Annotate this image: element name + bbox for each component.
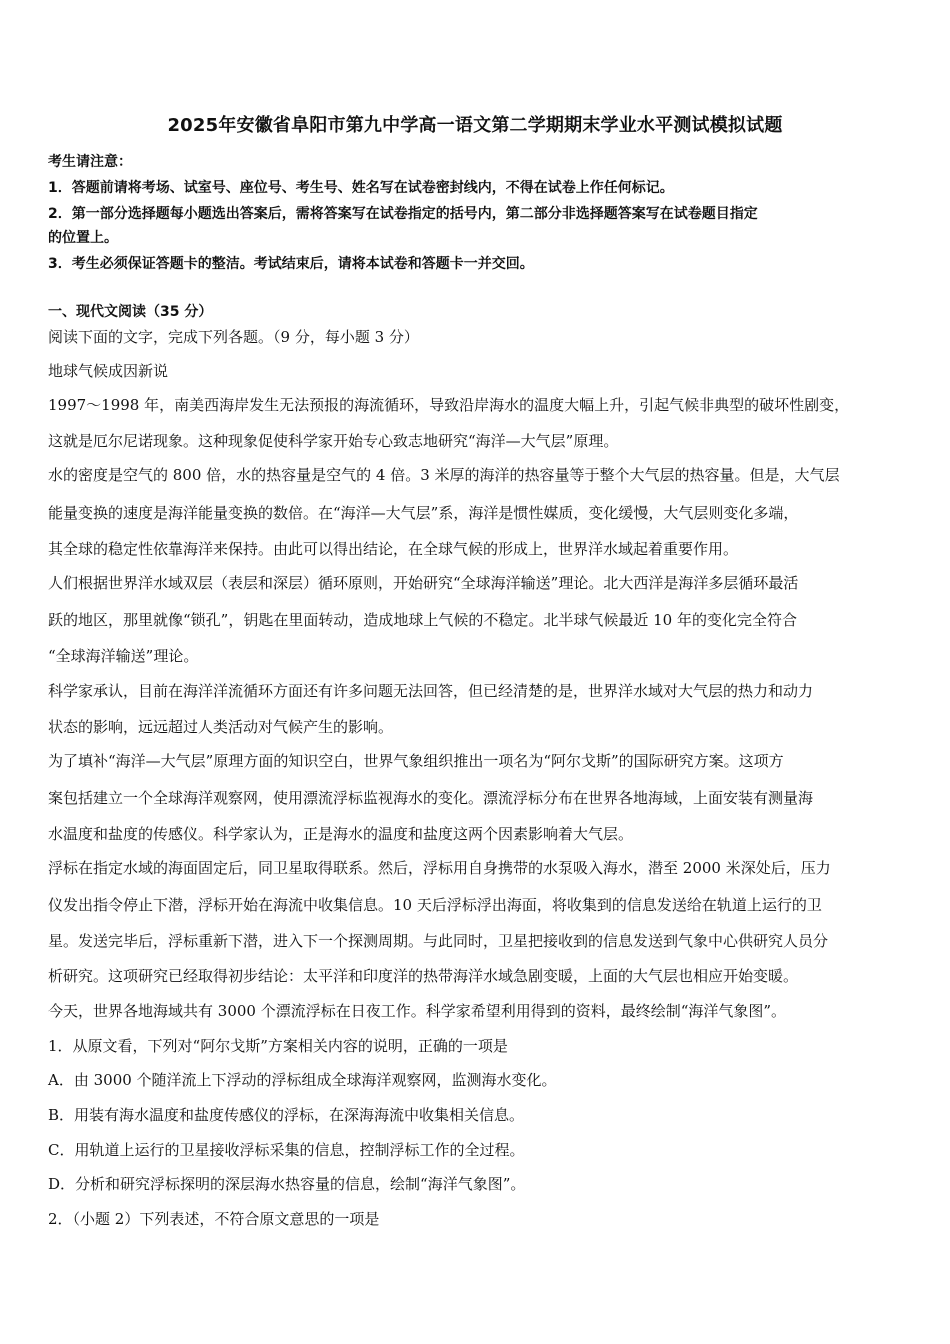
section-instruction: 阅读下面的文字，完成下列各题。（9 分，每小题 3 分） — [48, 328, 419, 346]
question-option: D．分析和研究浮标探明的深层海水热容量的信息，绘制“海洋气象图”。 — [48, 1175, 526, 1193]
notice-heading: 考生请注意： — [48, 154, 132, 170]
question-option: B．用装有海水温度和盐度传感仪的浮标，在深海海流中收集相关信息。 — [48, 1106, 525, 1124]
paragraph-line: 今天，世界各地海域共有 3000 个漂流浮标在日夜工作。科学家希望利用得到的资料，最终绘制“海洋气象图”。 — [48, 1002, 787, 1020]
question-stem: 1．从原文看，下列对“阿尔戈斯”方案相关内容的说明，正确的一项是 — [48, 1037, 508, 1055]
paragraph-line: 其全球的稳定性依靠海洋来保持。由此可以得出结论，在全球气候的形成上，世界洋水域起着重要作用。 — [48, 540, 739, 558]
paragraph-line: 案包括建立一个全球海洋观察网，使用漂流浮标监视海水的变化。漂流浮标分布在世界各地海域，上面安装有测量海 — [48, 789, 814, 807]
question-option: A．由 3000 个随洋流上下浮动的浮标组成全球海洋观察网，监测海水变化。 — [48, 1071, 557, 1089]
section-heading: 一、现代文阅读（35 分） — [48, 304, 213, 320]
paragraph-line: 这就是厄尔尼诺现象。这种现象促使科学家开始专心致志地研究“海洋—大气层”原理。 — [48, 432, 619, 450]
paragraph-line: 状态的影响，远远超过人类活动对气候产生的影响。 — [48, 718, 394, 736]
paragraph-line: 浮标在指定水域的海面固定后，同卫星取得联系。然后，浮标用自身携带的水泵吸入海水，潜至 2000 米深处后，压力 — [48, 859, 831, 877]
paragraph-line: 1997～1998 年，南美西海岸发生无法预报的海流循环，导致沿岸海水的温度大幅上升，引起气候非典型的破坏性剧变， — [48, 396, 850, 414]
notice-line: 的位置上。 — [48, 230, 118, 246]
notice-line: 2．第一部分选择题每小题选出答案后，需将答案写在试卷指定的括号内，第二部分非选择题答案写在试卷题目指定 — [48, 206, 758, 222]
paragraph-line: 仪发出指令停止下潜，浮标开始在海流中收集信息。10 天后浮标浮出海面，将收集到的信息发送给在轨道上运行的卫 — [48, 896, 822, 914]
notice-line: 1．答题前请将考场、试室号、座位号、考生号、姓名写在试卷密封线内，不得在试卷上作任何标记。 — [48, 180, 674, 196]
notice-line: 3．考生必须保证答题卡的整洁。考试结束后，请将本试卷和答题卡一并交回。 — [48, 256, 534, 272]
paragraph-line: 跃的地区，那里就像“锁孔”，钥匙在里面转动，造成地球上气候的不稳定。北半球气候最近 10 年的变化完全符合 — [48, 611, 797, 629]
paragraph-line: 析研究。这项研究已经取得初步结论：太平洋和印度洋的热带海洋水域急剧变暖，上面的大气层也相应开始变暖。 — [48, 967, 799, 985]
question-stem: 2．（小题 2）下列表述，不符合原文意思的一项是 — [48, 1210, 380, 1228]
paragraph-line: 人们根据世界洋水域双层（表层和深层）循环原则，开始研究“全球海洋输送”理论。北大西洋是海洋多层循环最活 — [48, 574, 799, 592]
paragraph-line: “全球海洋输送”理论。 — [48, 647, 199, 665]
article-title: 地球气候成因新说 — [48, 362, 169, 380]
question-option: C．用轨道上运行的卫星接收浮标采集的信息，控制浮标工作的全过程。 — [48, 1141, 525, 1159]
exam-title: 2025年安徽省阜阳市第九中学高一语文第二学期期末学业水平测试模拟试题 — [167, 115, 783, 136]
paragraph-line: 星。发送完毕后，浮标重新下潜，进入下一个探测周期。与此同时，卫星把接收到的信息发送到气象中心供研究人员分 — [48, 932, 829, 950]
paragraph-line: 为了填补“海洋—大气层”原理方面的知识空白，世界气象组织推出一项名为“阿尔戈斯”的国际研究方案。这项方 — [48, 752, 784, 770]
paragraph-line: 科学家承认，目前在海洋洋流循环方面还有许多问题无法回答，但已经清楚的是，世界洋水域对大气层的热力和动力 — [48, 682, 814, 700]
paragraph-line: 水温度和盐度的传感仪。科学家认为，正是海水的温度和盐度这两个因素影响着大气层。 — [48, 825, 634, 843]
paragraph-line: 能量变换的速度是海洋能量变换的数倍。在“海洋—大气层”系，海洋是惯性媒质，变化缓慢，大气层则变化多端， — [48, 504, 799, 522]
paragraph-line: 水的密度是空气的 800 倍，水的热容量是空气的 4 倍。3 米厚的海洋的热容量等于整个大气层的热容量。但是，大气层 — [48, 466, 840, 484]
